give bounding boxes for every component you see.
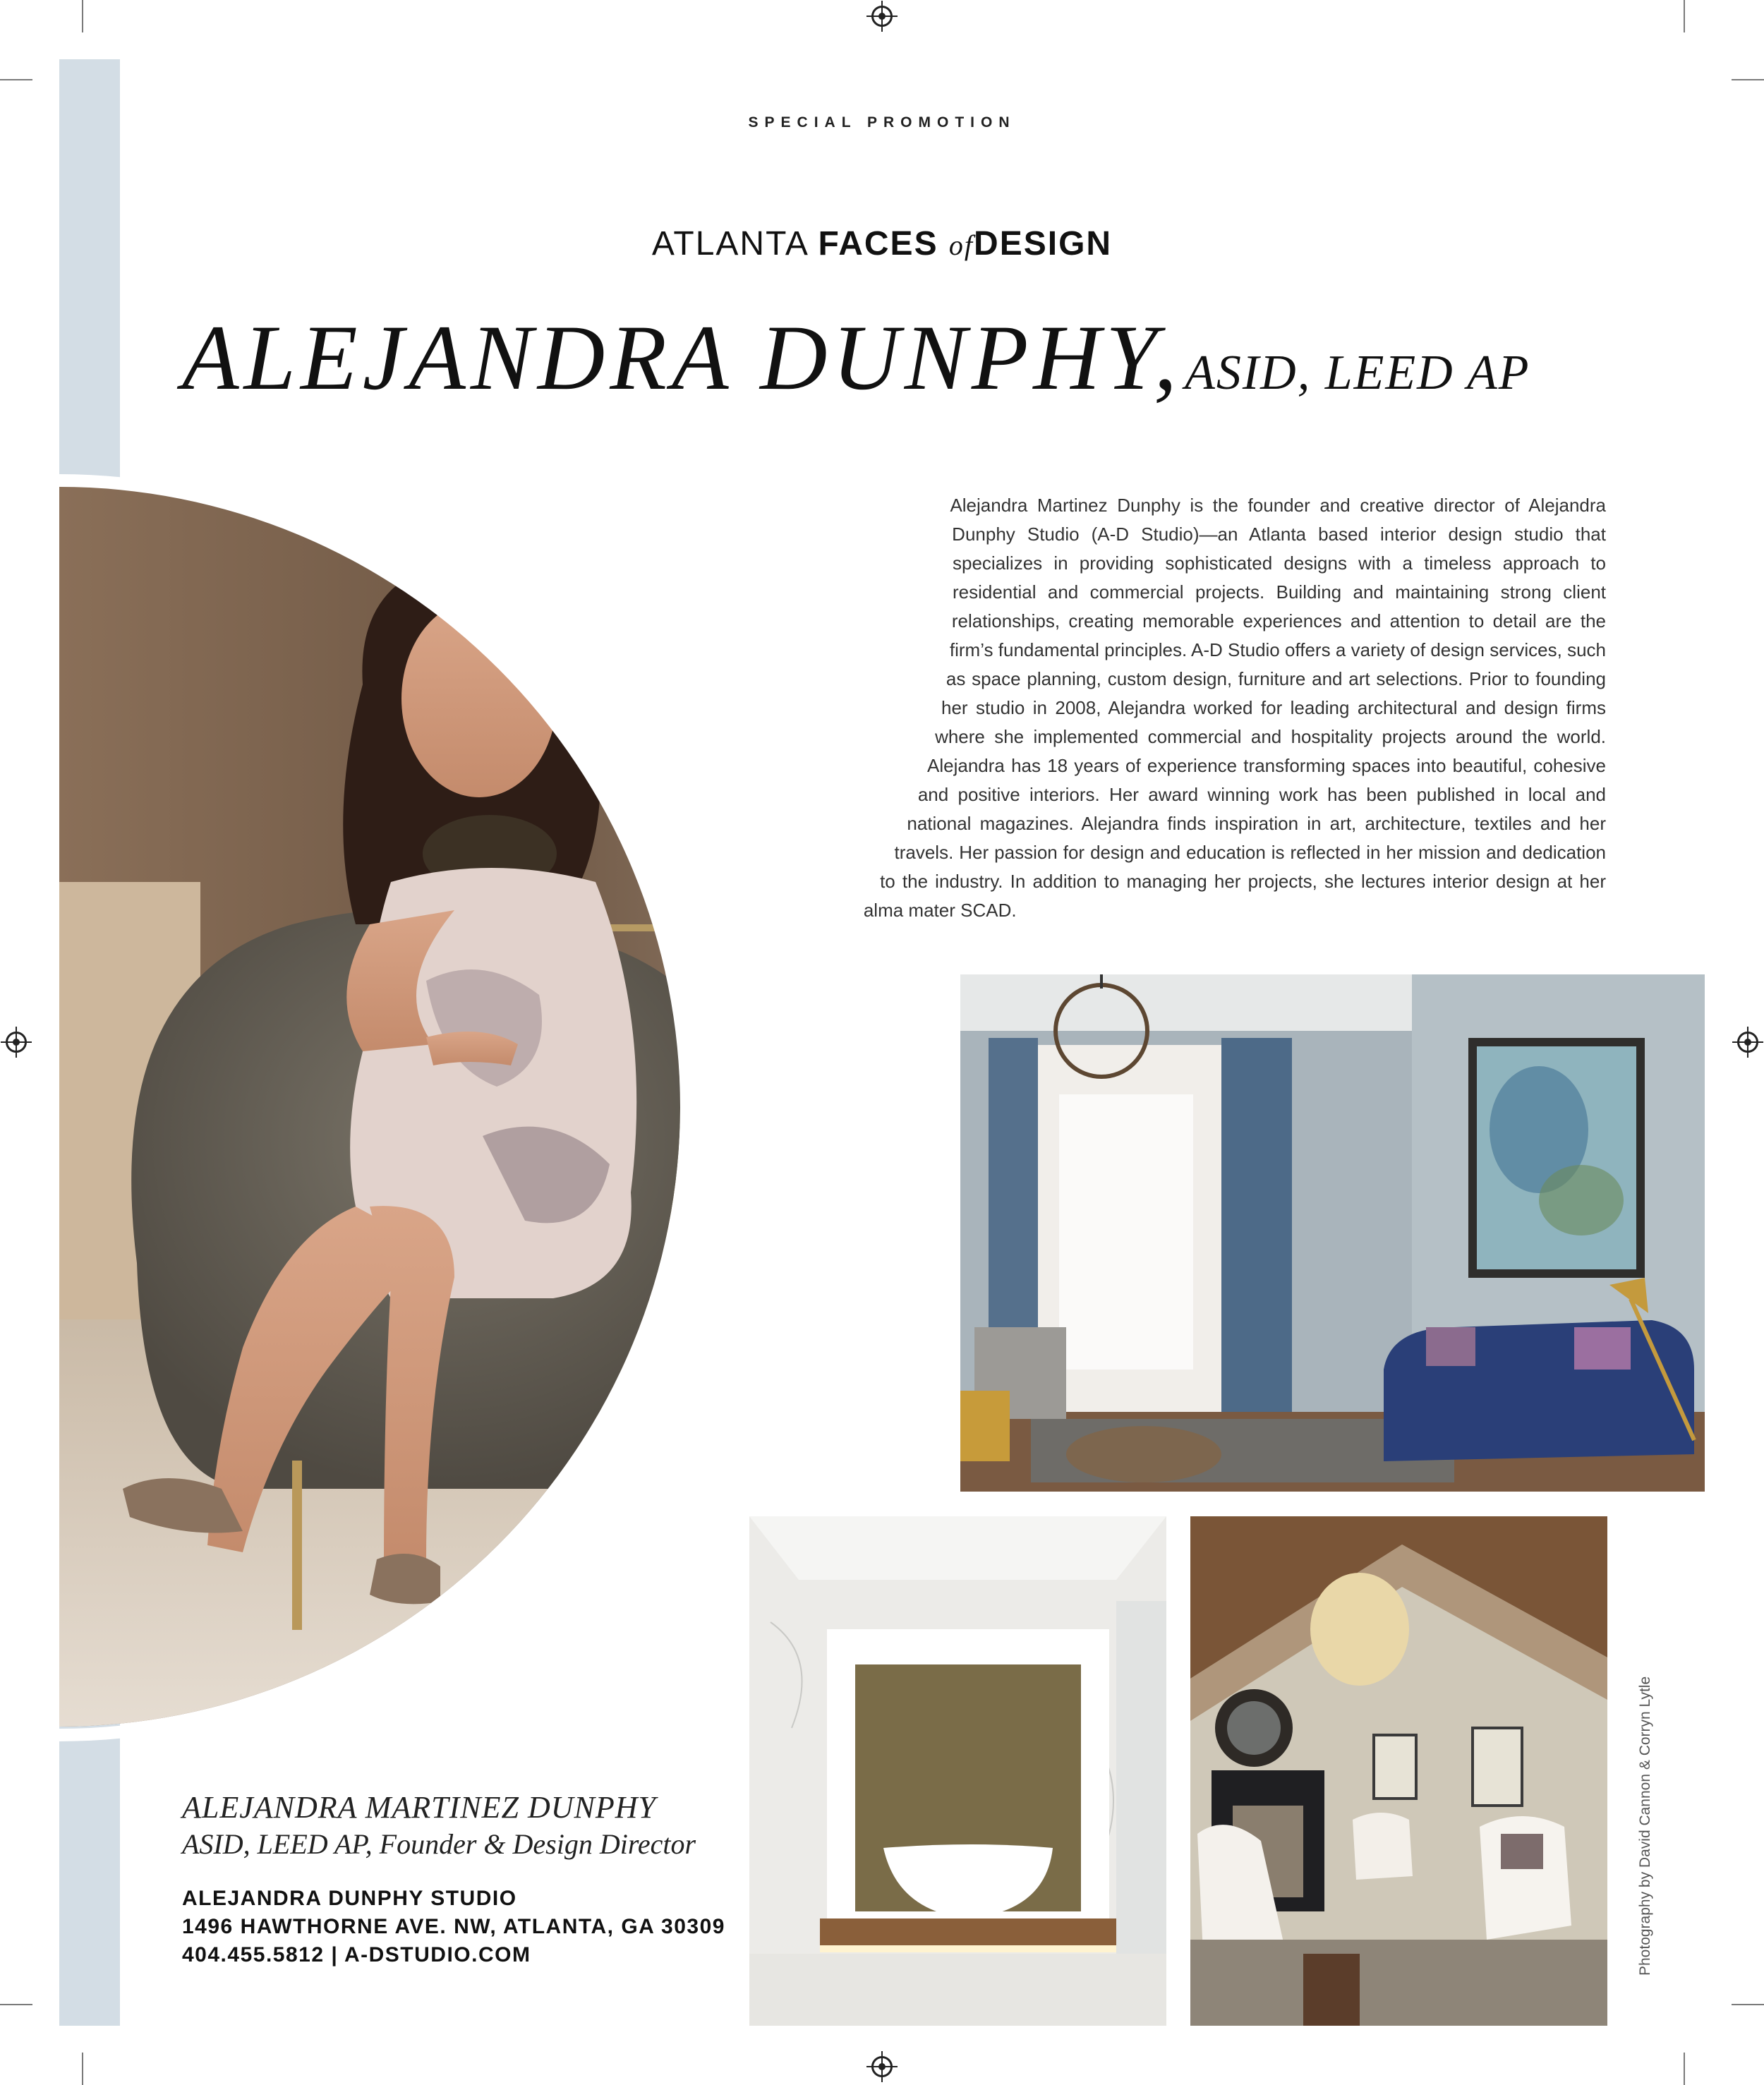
- crop-mark: [1684, 2053, 1685, 2085]
- section-title-part: FACES: [818, 225, 938, 262]
- bathroom-photo: [749, 1516, 1166, 2026]
- contact-name: ALEJANDRA MARTINEZ DUNPHY: [182, 1790, 656, 1825]
- contact-title: ASID, LEED AP, Founder & Design Director: [182, 1828, 696, 1860]
- crop-mark: [0, 2004, 32, 2005]
- crop-mark: [1684, 0, 1685, 32]
- crop-mark: [0, 79, 32, 80]
- crop-mark: [82, 0, 83, 32]
- section-title-part: of: [948, 229, 974, 261]
- crop-mark: [1732, 79, 1764, 80]
- registration-mark-icon: [871, 6, 893, 27]
- registration-mark-icon: [6, 1032, 27, 1053]
- section-title: [0, 224, 1764, 263]
- bio-text-block: [494, 491, 1606, 921]
- studio-phone-website: 404.455.5812 | A-DSTUDIO.COM: [182, 1943, 531, 1966]
- living-room-photo: [960, 974, 1705, 1492]
- registration-mark-icon: [871, 2056, 893, 2077]
- registration-mark-icon: [1737, 1032, 1758, 1053]
- section-title-part: DESIGN: [974, 225, 1113, 262]
- family-room-photo: [1190, 1516, 1607, 2026]
- studio-name: ALEJANDRA DUNPHY STUDIO: [182, 1887, 517, 1910]
- crop-mark: [82, 2053, 83, 2085]
- headline-name: ALEJANDRA DUNPHY,: [182, 306, 1183, 409]
- section-title-part: ATLANTA: [651, 225, 808, 262]
- headline: [182, 303, 1664, 411]
- bio-paragraph: Alejandra Martinez Dunphy is the founder and creative director of Alejandra Dunphy Studio (A-D Studio)—an Atlanta based interior design studio that specializes in providing sophisticated designs with a timeless approach to residential and commercial projects. Building and maintaining strong client relationships, creating memorable experiences and attention to detail are the firm’s fundamental principles. A-D Studio offers a variety of design services, such as space planning, custom design, furniture and art selections. Prior to founding her studio in 2008, Alejandra worked for leading architectural and design firms where she implemented commercial and hospitality projects around the world. Alejandra has 18 years of experience transforming spaces into beautiful, cohesive and positive interiors. Her award winning work has been published in local and national magazines. Alejandra finds inspiration in art, architecture, textiles and her travels. Her passion for design and education is reflected in her mission and dedication to the industry. In addition to managing her projects, she lectures interior design at her alma mater SCAD.: [863, 495, 1606, 921]
- headline-credentials: ASID, LEED AP: [1185, 346, 1530, 400]
- promo-label: SPECIAL PROMOTION: [748, 114, 1016, 131]
- studio-address: 1496 HAWTHORNE AVE. NW, ATLANTA, GA 30309: [182, 1915, 725, 1938]
- photo-credit: Photography by David Cannon & Corryn Lytle: [1637, 1676, 1653, 1976]
- bio-wrap-shape: [494, 491, 960, 907]
- crop-mark: [1732, 2004, 1764, 2005]
